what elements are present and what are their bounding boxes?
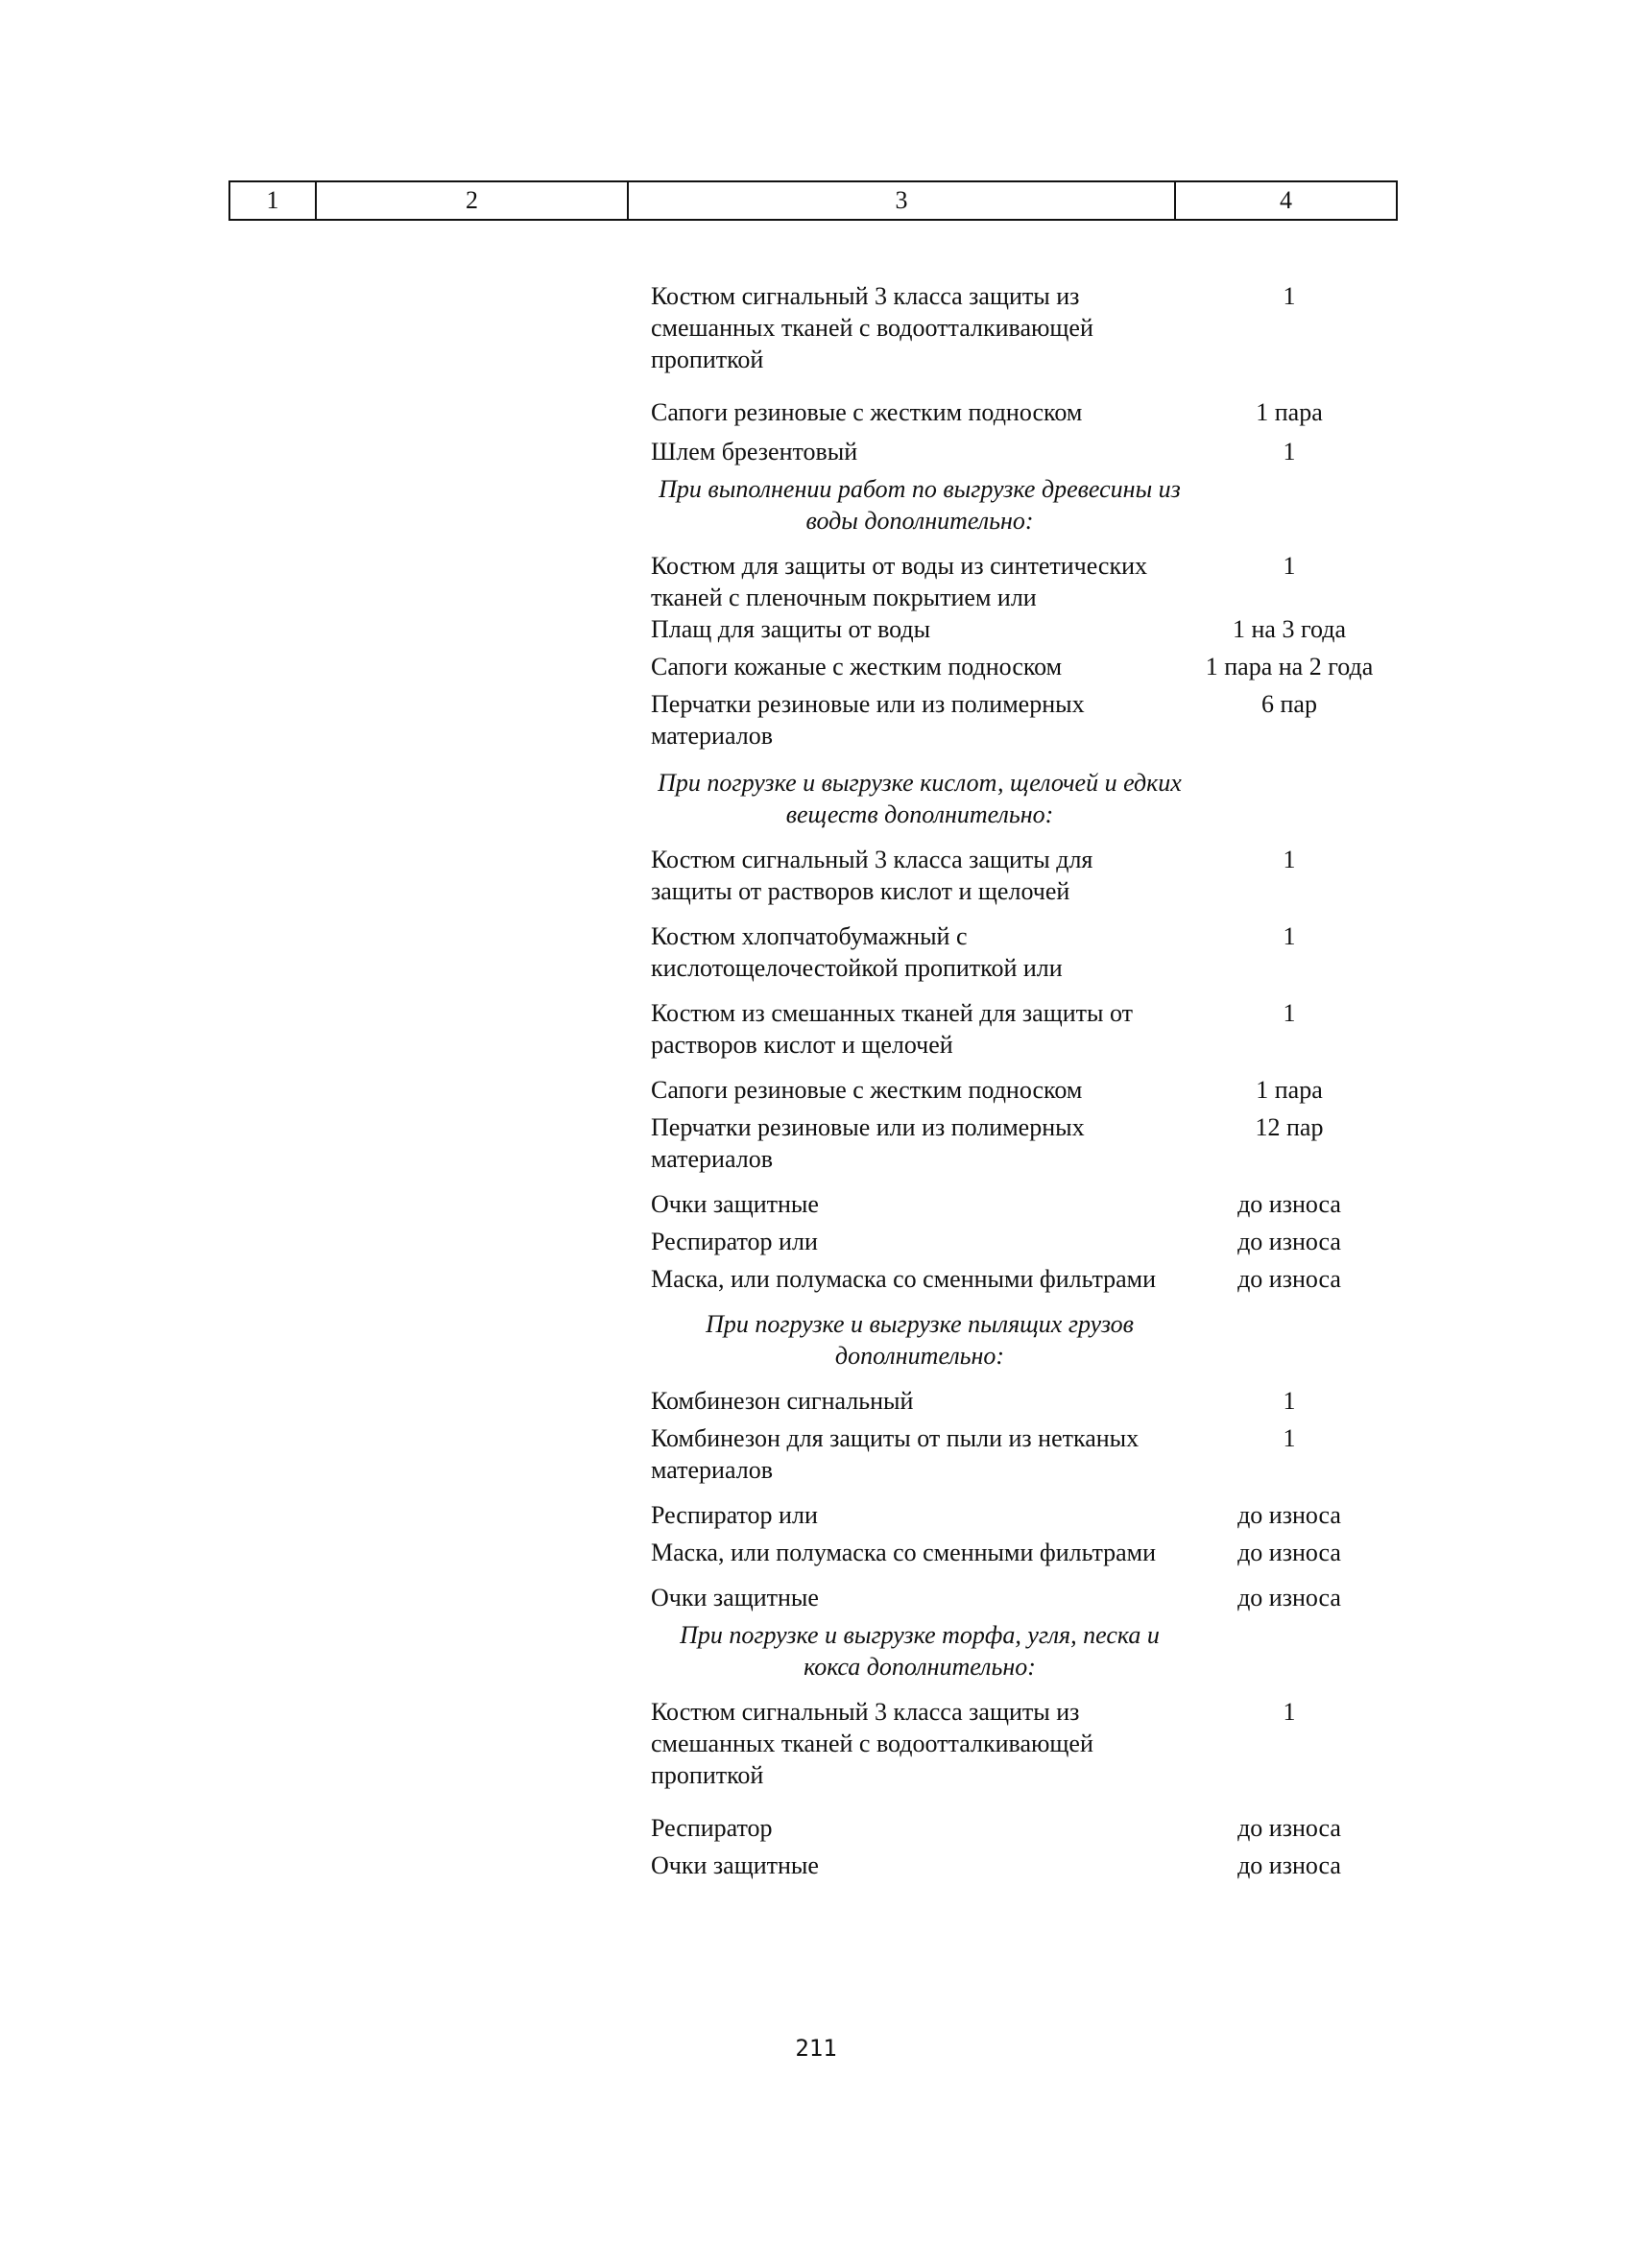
equipment-name: Сапоги резиновые с жестким подноском (651, 1076, 1083, 1104)
equipment-row (651, 1188, 1419, 1220)
equipment-name: Сапоги резиновые с жестким подноском (651, 398, 1083, 426)
equipment-name: Перчатки резиновые или из полимерных материалов (651, 690, 1085, 750)
header-row (229, 181, 1397, 220)
equipment-row (651, 920, 1419, 984)
equipment-row (651, 1696, 1419, 1791)
equipment-row (651, 1074, 1419, 1106)
header-col-2: 2 (316, 181, 628, 220)
page-number: 211 (795, 2035, 837, 2062)
equipment-name: Плащ для защиты от воды (651, 615, 931, 643)
equipment-name: Костюм из смешанных тканей для защиты от растворов кислот и щелочей (651, 999, 1133, 1059)
equipment-quantity: 12 пар (1255, 1113, 1324, 1141)
equipment-quantity: 1 (1283, 922, 1296, 950)
equipment-name: Респиратор или (651, 1501, 818, 1529)
equipment-name: Шлем брезентовый (651, 438, 858, 466)
section-heading: При погрузке и выгрузке кислот, щелочей и едких веществ дополнительно: (658, 769, 1182, 828)
equipment-row (651, 1499, 1419, 1531)
equipment-quantity: 1 пара (1256, 1076, 1323, 1104)
equipment-row (651, 1537, 1419, 1568)
equipment-name: Респиратор или (651, 1228, 818, 1255)
column-number-header (228, 180, 1398, 221)
equipment-row (651, 997, 1419, 1061)
equipment-quantity: 1 (1283, 438, 1296, 466)
section-heading: При погрузке и выгрузке торфа, угля, песка и кокса дополнительно: (680, 1621, 1160, 1681)
equipment-quantity: до износа (1237, 1228, 1341, 1255)
equipment-name: Комбинезон сигнальный (651, 1387, 914, 1415)
equipment-row (651, 613, 1419, 645)
header-col-3: 3 (628, 181, 1175, 220)
equipment-row (651, 1226, 1419, 1257)
equipment-name: Очки защитные (651, 1190, 819, 1218)
equipment-quantity: 1 (1283, 846, 1296, 873)
equipment-row (651, 1111, 1419, 1175)
equipment-quantity: 1 пара (1256, 398, 1323, 426)
header-col-1: 1 (229, 181, 316, 220)
equipment-row (651, 396, 1419, 428)
equipment-quantity: 1 пара на 2 года (1205, 653, 1374, 680)
equipment-quantity: 1 (1283, 1387, 1296, 1415)
section-heading: При выполнении работ по выгрузке древесины из воды дополнительно: (659, 475, 1181, 535)
equipment-row (651, 688, 1419, 752)
equipment-row (651, 1812, 1419, 1844)
equipment-row (651, 651, 1419, 682)
equipment-quantity: 1 (1283, 552, 1296, 580)
equipment-quantity: до износа (1237, 1539, 1341, 1566)
equipment-row (651, 550, 1419, 613)
equipment-name: Костюм сигнальный 3 класса защиты из смешанных тканей с водоотталкивающей пропиткой (651, 282, 1093, 373)
equipment-name: Маска, или полумаска со сменными фильтрами (651, 1539, 1157, 1566)
equipment-quantity: до износа (1237, 1814, 1341, 1842)
equipment-name: Костюм для защиты от воды из синтетических тканей с пленочным покрытием или (651, 552, 1148, 611)
equipment-name: Перчатки резиновые или из полимерных материалов (651, 1113, 1085, 1173)
equipment-row (651, 280, 1419, 375)
equipment-quantity: 1 (1283, 999, 1296, 1027)
equipment-name: Очки защитные (651, 1851, 819, 1879)
equipment-name: Сапоги кожаные с жестким подноском (651, 653, 1063, 680)
equipment-quantity: до износа (1237, 1851, 1341, 1879)
equipment-quantity: до износа (1237, 1501, 1341, 1529)
equipment-name: Маска, или полумаска со сменными фильтрами (651, 1265, 1157, 1293)
equipment-row (651, 436, 1419, 467)
section-heading: При погрузке и выгрузке пылящих грузов дополнительно: (706, 1310, 1134, 1370)
equipment-name: Респиратор (651, 1814, 773, 1842)
equipment-name: Костюм хлопчатобумажный с кислотощелочестойкой пропиткой или (651, 922, 1063, 982)
equipment-row (651, 1422, 1419, 1486)
equipment-quantity: 1 (1283, 1424, 1296, 1452)
equipment-list (651, 280, 1419, 1881)
equipment-quantity: 6 пар (1261, 690, 1317, 718)
equipment-name: Комбинезон для защиты от пыли из нетканых материалов (651, 1424, 1140, 1484)
equipment-quantity: 1 (1283, 282, 1296, 310)
equipment-name: Костюм сигнальный 3 класса защиты для защиты от растворов кислот и щелочей (651, 846, 1093, 905)
equipment-row (651, 1385, 1419, 1417)
equipment-quantity: 1 (1283, 1698, 1296, 1726)
equipment-row (651, 1850, 1419, 1881)
equipment-row (651, 1263, 1419, 1295)
equipment-row (651, 1582, 1419, 1613)
header-col-4: 4 (1175, 181, 1397, 220)
equipment-name: Очки защитные (651, 1584, 819, 1611)
equipment-quantity: до износа (1237, 1584, 1341, 1611)
equipment-quantity: до износа (1237, 1190, 1341, 1218)
equipment-name: Костюм сигнальный 3 класса защиты из смешанных тканей с водоотталкивающей пропиткой (651, 1698, 1093, 1789)
equipment-quantity: до износа (1237, 1265, 1341, 1293)
equipment-quantity: 1 на 3 года (1233, 615, 1346, 643)
equipment-row (651, 844, 1419, 907)
